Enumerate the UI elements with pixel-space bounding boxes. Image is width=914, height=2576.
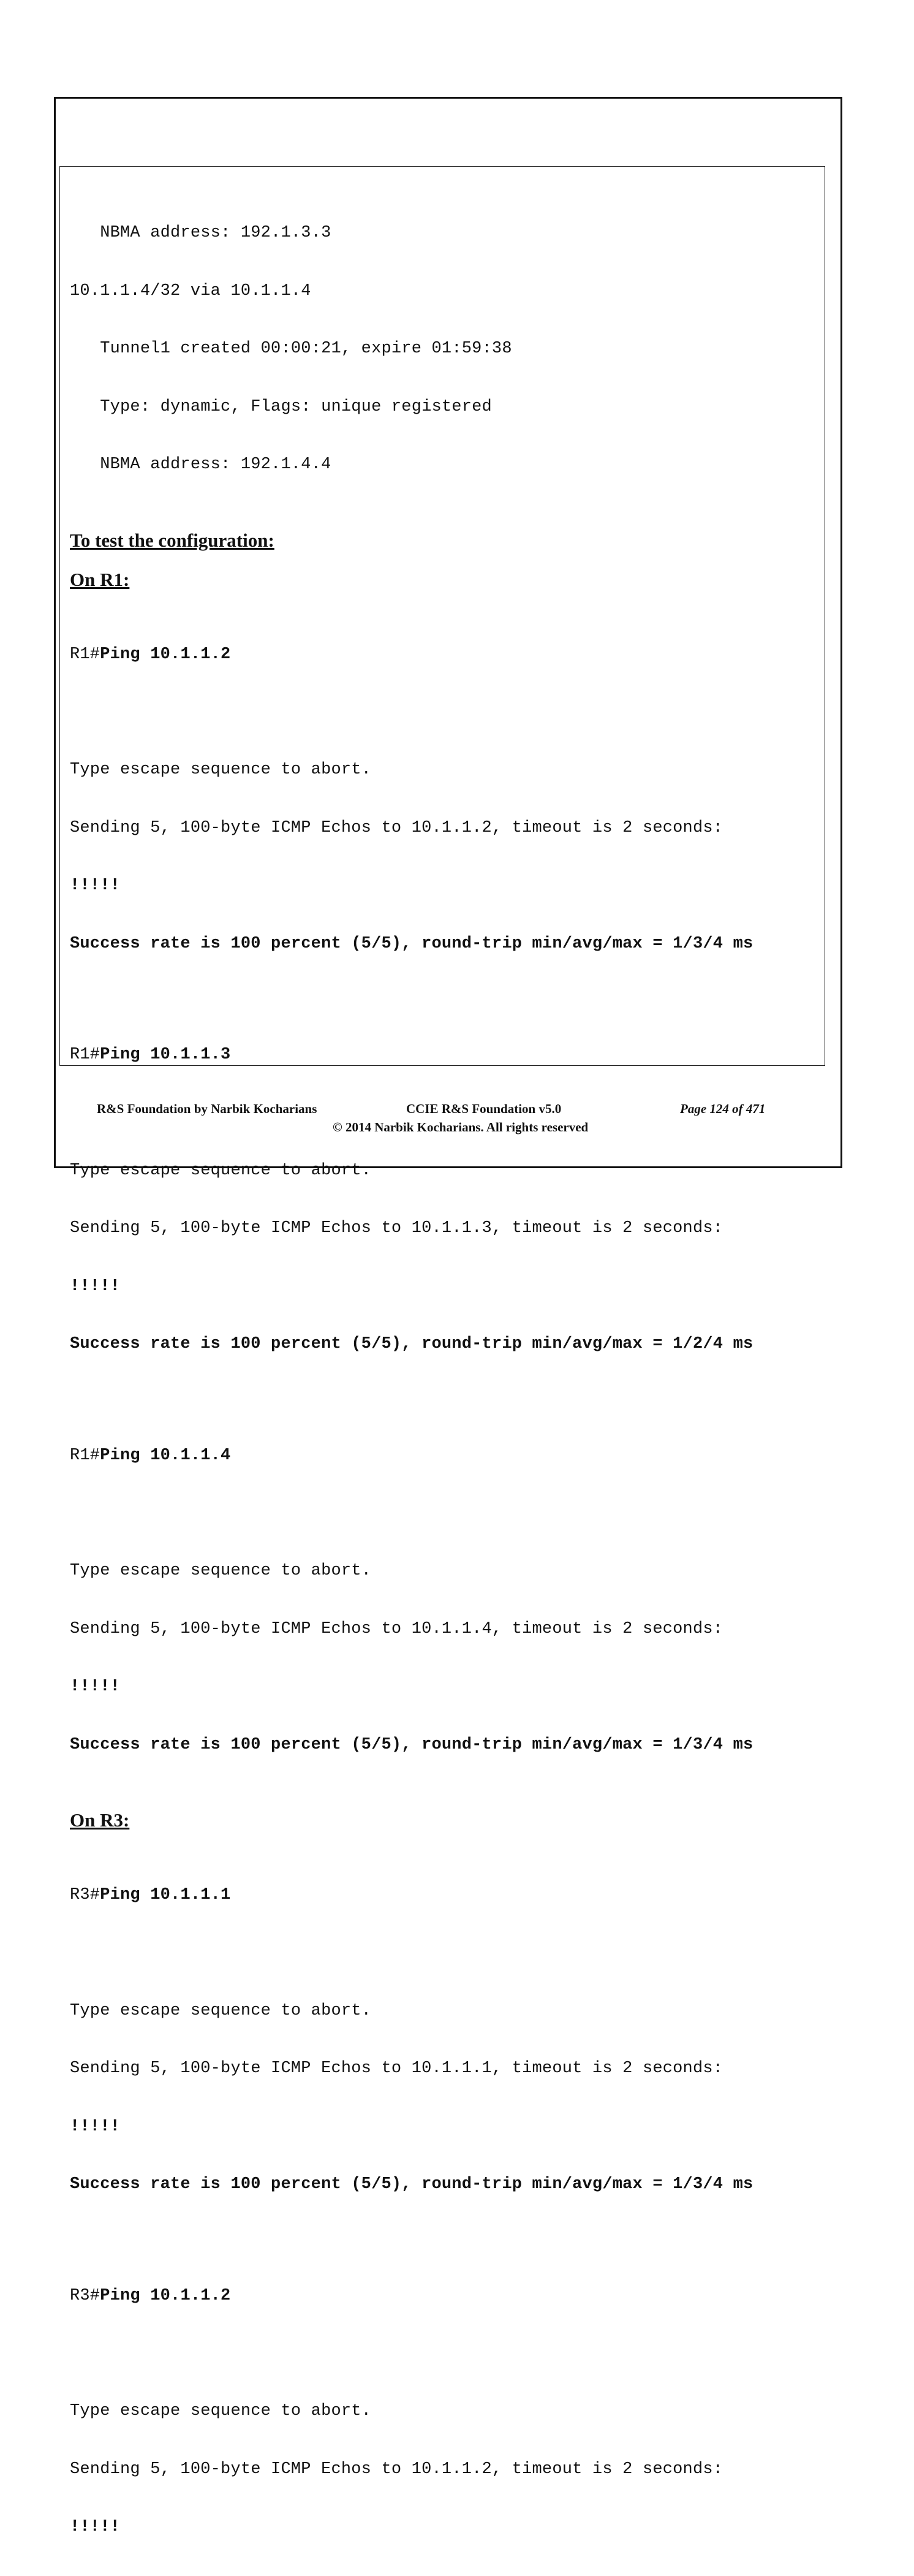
output-line: Type escape sequence to abort. (70, 1161, 372, 1180)
cli-command (70, 645, 818, 665)
cli-command-text: Ping 10.1.1.4 (100, 1446, 231, 1465)
output-line: Type escape sequence to abort. (70, 1562, 372, 1580)
section-heading-test: To test the configuration: (70, 529, 274, 551)
output-line: Type escape sequence to abort. (70, 761, 372, 779)
cli-command (70, 1886, 818, 1905)
output-line: Type escape sequence to abort. (70, 2001, 372, 2020)
cli-command (70, 1446, 818, 1466)
output-line: Sending 5, 100-byte ICMP Echos to 10.1.1.4, timeout is 2 seconds: (70, 1619, 723, 1638)
ping-block (70, 2248, 818, 2576)
nhrp-output (70, 185, 818, 514)
output-line: Type: dynamic, Flags: unique registered (70, 397, 492, 416)
ping-block (70, 1847, 818, 2233)
output-line: Type escape sequence to abort. (70, 2402, 372, 2420)
footer-copyright: © 2014 Narbik Kocharians. All rights reserved (333, 1120, 589, 1134)
section-heading-r1: On R1: (70, 568, 130, 590)
success-text: Success rate is 100 percent (5/5), round-trip min/avg/max = 1/2/4 ms (70, 1335, 753, 1353)
output-line: 10.1.1.4/32 via 10.1.1.4 (70, 281, 311, 300)
output-line: NBMA address: 192.1.3.3 (70, 224, 331, 242)
footer-page-number: Page 124 of 471 (680, 1101, 766, 1116)
bangs-text: !!!!! (70, 2117, 121, 2136)
output-line: Tunnel1 created 00:00:21, expire 01:59:38 (70, 340, 512, 358)
ping-bangs (70, 2518, 818, 2537)
output-line: Sending 5, 100-byte ICMP Echos to 10.1.1.2, timeout is 2 seconds: (70, 818, 723, 837)
footer-author: R&S Foundation by Narbik Kocharians (97, 1101, 317, 1116)
cli-prompt: R1# (70, 645, 100, 664)
bangs-text: !!!!! (70, 1677, 121, 1696)
output-line: Sending 5, 100-byte ICMP Echos to 10.1.1.3, timeout is 2 seconds: (70, 1219, 723, 1237)
cli-prompt: R1# (70, 1046, 100, 1064)
cli-prompt: R3# (70, 2286, 100, 2305)
success-line (70, 935, 818, 954)
footer-title: CCIE R&S Foundation v5.0 (406, 1101, 562, 1116)
section-heading-r3: On R3: (70, 1809, 130, 1831)
cli-command-text: Ping 10.1.1.3 (100, 1046, 231, 1064)
cli-prompt: R1# (70, 1446, 100, 1465)
cli-command-text: Ping 10.1.1.2 (100, 645, 231, 664)
ping-block (70, 1408, 818, 1794)
ping-block (70, 607, 818, 993)
bangs-text: !!!!! (70, 2518, 121, 2536)
success-text: Success rate is 100 percent (5/5), round-trip min/avg/max = 1/3/4 ms (70, 934, 753, 953)
cli-command-text: Ping 10.1.1.2 (100, 2286, 231, 2305)
cli-command-text: Ping 10.1.1.1 (100, 1886, 231, 1904)
success-text: Success rate is 100 percent (5/5), round-trip min/avg/max = 1/3/4 ms (70, 1735, 753, 1754)
ping-bangs (70, 2118, 818, 2137)
content-body (70, 185, 818, 2576)
cli-command (70, 1046, 818, 1065)
success-line (70, 1335, 818, 1354)
success-line (70, 1736, 818, 1755)
cli-command (70, 2287, 818, 2306)
ping-bangs (70, 1277, 818, 1297)
ping-bangs (70, 1677, 818, 1697)
output-line: Sending 5, 100-byte ICMP Echos to 10.1.1.1, timeout is 2 seconds: (70, 2059, 723, 2078)
bangs-text: !!!!! (70, 1277, 121, 1296)
success-line (70, 2175, 818, 2195)
output-line: Sending 5, 100-byte ICMP Echos to 10.1.1.2, timeout is 2 seconds: (70, 2460, 723, 2479)
page-footer (54, 1100, 842, 1143)
ping-block (70, 1007, 818, 1393)
cli-prompt: R3# (70, 1886, 100, 1904)
bangs-text: !!!!! (70, 876, 121, 895)
output-line: NBMA address: 192.1.4.4 (70, 455, 331, 474)
success-text: Success rate is 100 percent (5/5), round-trip min/avg/max = 1/3/4 ms (70, 2175, 753, 2194)
ping-bangs (70, 876, 818, 896)
